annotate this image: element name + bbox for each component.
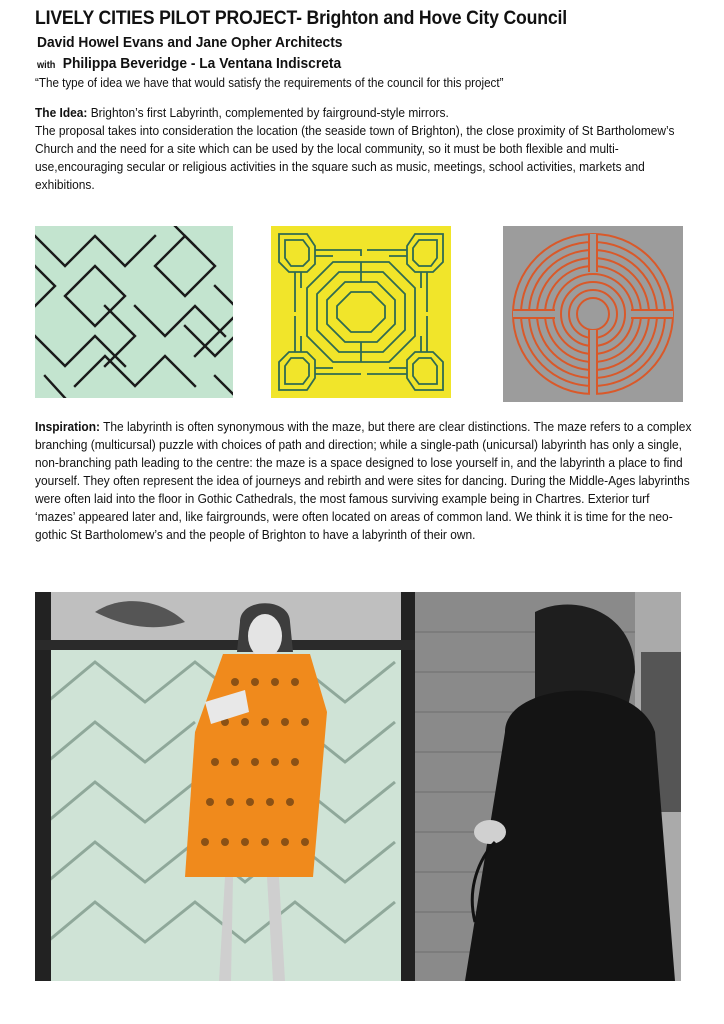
collage-photo-graphic (35, 592, 681, 981)
idea-body: The proposal takes into consideration the location (the seaside town of Brighton), the close proximity of St Bartholomew’s Church and the need for a site which can be used by the local community, so it must be both flexible and multi-use,encouraging secular or religious activities in the square such as music, meetings, school activities, markets and exhibitions. (35, 124, 675, 192)
green-maze-graphic (35, 226, 233, 398)
page-title: LIVELY CITIES PILOT PROJECT- Brighton and Hove City Council (35, 8, 567, 29)
idea-paragraph (35, 104, 692, 194)
inspiration-body: The labyrinth is often synonymous with the maze, but there are clear distinctions. The maze refers to a complex branching (multicursal) puzzle with choices of path and direction; while a single-path (unicursal) labyrinth has only a single, non-branching path leading to the centre: the maze is a space designed to lose yourself in, and the labyrinth a place to find yourself. They often represent the idea of journeys and rebirth and were sites for dancing. During the Middle-Ages labyrinths were often laid into the floor in Gothic Cathedrals, the most famous surviving example being in Chartres. Exterior turf ‘mazes’ appeared later and, like fairgrounds, were often located on areas of common land. We think it is time for the neo-gothic St Bartholomew’s and the people of Brighton to have a labyrinth of their own. (35, 420, 692, 542)
yellow-labyrinth-graphic (271, 226, 451, 398)
yellow-labyrinth-image (271, 226, 451, 398)
idea-summary: Brighton’s first Labyrinth, complemented by fairground-style mirrors. (87, 106, 449, 120)
project-quote: “The type of idea we have that would satisfy the requirements of the council for this project” (35, 76, 504, 90)
authors-line: David Howel Evans and Jane Opher Architects (37, 34, 343, 51)
collage-photo (35, 592, 681, 981)
circular-labyrinth-image (503, 226, 683, 402)
idea-label: The Idea: (35, 106, 88, 120)
circular-labyrinth-graphic (503, 226, 683, 402)
inspiration-label: Inspiration: (35, 420, 100, 434)
green-maze-image (35, 226, 233, 398)
collaborator-name: Philippa Beveridge - La Ventana Indiscreta (62, 55, 342, 72)
inspiration-paragraph (35, 418, 692, 544)
collaborator-line (37, 55, 341, 72)
with-label: with (37, 60, 56, 71)
